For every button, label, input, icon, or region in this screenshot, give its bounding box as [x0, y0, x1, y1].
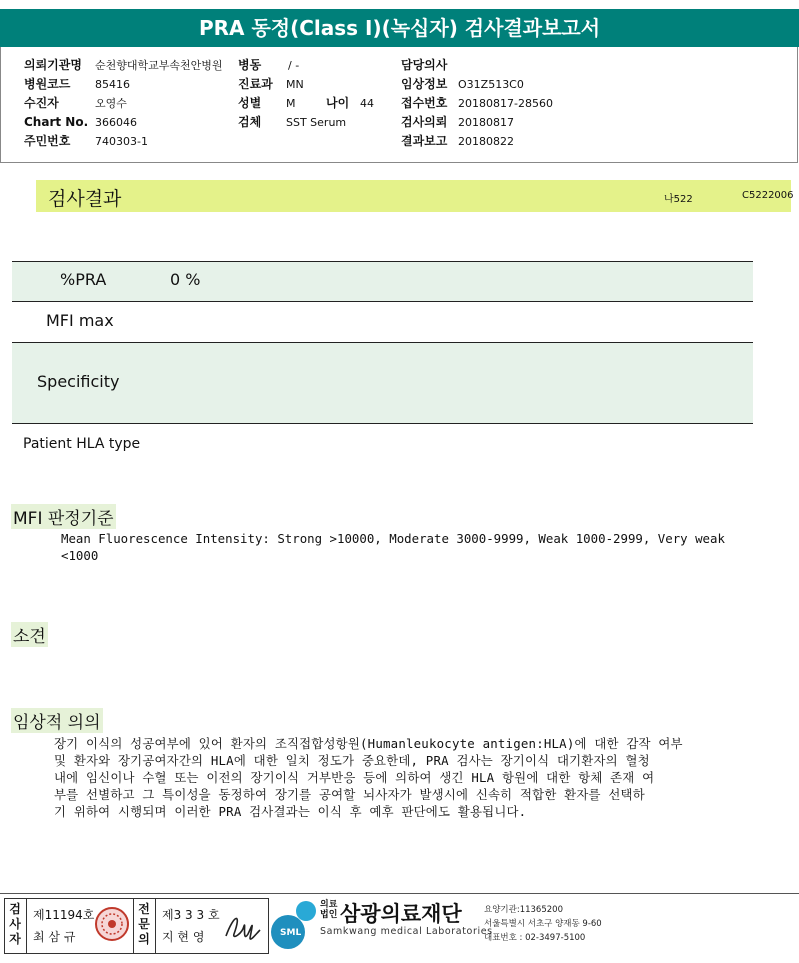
org-name: 삼광의료재단 — [340, 902, 462, 926]
org-phone: 대표번호 : 02-3497-5100 — [484, 933, 586, 943]
header-values-col1 — [95, 56, 223, 151]
receipt-value: 20180817-28560 — [458, 97, 553, 110]
pra-label: %PRA — [60, 270, 107, 289]
org-address: 서울특별시 서초구 양재동 9-60 — [484, 919, 602, 929]
header-values-col3 — [458, 56, 553, 151]
result-title: 검사결과 — [48, 188, 122, 210]
signature-icon — [220, 904, 262, 948]
sig-sep-3 — [155, 898, 156, 954]
doctor-value — [458, 56, 553, 75]
clinical-line: 내에 임신이나 수혈 또는 이전의 장기이식 거부반응 등에 의하여 생긴 HLA 항원에 대한 항체 존재 여 — [54, 770, 655, 785]
sig-sep-2 — [133, 898, 134, 954]
tester-label: 검사자 — [9, 902, 21, 946]
receipt-label: 접수번호 — [401, 96, 448, 110]
patient-label: 수진자 — [24, 96, 59, 110]
chart-label: Chart No. — [24, 115, 89, 129]
report-title: PRA 동정(Class I)(녹십자) 검사결과보고서 — [0, 9, 799, 47]
table-line-4 — [12, 423, 753, 424]
table-line-top — [12, 261, 753, 262]
tester-number: 제11194호 — [33, 908, 95, 922]
clinical-line: 및 환자와 장기공여자간의 HLA에 대한 일치 정도가 중요한데, PRA 검사는 장기이식 대기환자의 혈청 — [54, 753, 650, 768]
specimen-label: 검체 — [238, 115, 262, 129]
report-label: 결과보고 — [401, 134, 448, 148]
mfi-criteria-heading: MFI 판정기준 — [11, 504, 116, 529]
clinical-heading: 임상적 의의 — [11, 708, 103, 733]
header-labels-col1 — [24, 56, 88, 151]
patient-value: 오영수 — [95, 97, 127, 110]
header-frame-bottom — [0, 162, 798, 163]
patient-hla-label: Patient HLA type — [23, 436, 141, 452]
pra-value: 0 % — [170, 270, 201, 289]
institution-value: 순천향대학교부속천안병원 — [95, 59, 223, 72]
sex-value: M — [286, 97, 296, 110]
mfi-criteria-line-1: Mean Fluorescence Intensity: Strong >10000, Moderate 3000-9999, Weak 1000-2999, Very weak — [61, 531, 725, 546]
request-label: 검사의뢰 — [401, 115, 448, 129]
org-code: 요양기관:11365200 — [484, 905, 563, 915]
ward-label: 병동 — [238, 58, 262, 72]
id-value: 740303-1 — [95, 135, 148, 148]
clinical-line: 장기 이식의 성공여부에 있어 환자의 조직접합성항원(Humanleukocyte antigen:HLA)에 대한 감작 여부 — [54, 736, 683, 751]
specimen-value: SST Serum — [286, 116, 347, 129]
opinion-heading: 소견 — [11, 622, 48, 647]
report-value: 20180822 — [458, 135, 514, 148]
seal-stamp-icon — [94, 906, 130, 942]
institution-label: 의뢰기관명 — [24, 58, 82, 72]
clinical-info-label: 임상정보 — [401, 77, 448, 91]
confirm-name: 지 현 영 — [162, 930, 205, 944]
sml-logo-text: SML — [280, 928, 302, 938]
clinical-line: 부를 선별하고 그 특이성을 동정하여 장기를 공여할 뇌사자가 발생시에 신속히 적합한 환자를 선택하 — [54, 787, 645, 802]
age-label: 나이 — [326, 96, 350, 110]
confirm-number: 제3 3 3 호 — [162, 908, 220, 922]
result-code-1: 나522 — [664, 194, 693, 205]
sig-sep-1 — [26, 898, 27, 954]
mfi-max-label: MFI max — [46, 311, 114, 330]
clinical-text — [54, 735, 794, 820]
header-frame-right — [797, 47, 798, 163]
clinical-info-value: O31Z513C0 — [458, 78, 524, 91]
dept-label: 진료과 — [238, 77, 273, 91]
dept-value: MN — [286, 78, 304, 91]
specificity-label: Specificity — [37, 372, 120, 391]
ward-value: / - — [288, 59, 300, 72]
sex-label: 성별 — [238, 96, 262, 110]
org-contact — [484, 903, 602, 945]
confirm-label: 전문의 — [138, 902, 150, 946]
age-value: 44 — [360, 97, 374, 110]
header-frame-left — [0, 47, 1, 163]
sml-logo-icon — [270, 899, 320, 951]
request-value: 20180817 — [458, 116, 514, 129]
clinical-line: 기 위하여 시행되며 이러한 PRA 검사결과는 이식 후 예후 판단에도 활용됩니다. — [54, 804, 527, 819]
doctor-label: 담당의사 — [401, 58, 448, 72]
hospital-code-label: 병원코드 — [24, 77, 71, 91]
result-code-2: C5222006 — [742, 190, 794, 201]
specificity-row — [12, 343, 753, 423]
org-prefix-line-1: 의료 — [320, 900, 338, 910]
footer-divider — [0, 893, 799, 894]
org-prefix — [320, 900, 337, 920]
org-english-name: Samkwang medical Laboratories — [320, 926, 493, 937]
header-labels-col3 — [401, 56, 447, 151]
chart-value: 366046 — [95, 116, 137, 129]
pra-row — [12, 262, 753, 301]
org-prefix-line-2: 법인 — [320, 910, 338, 920]
table-line-2 — [12, 301, 753, 302]
id-label: 주민번호 — [24, 134, 71, 148]
mfi-criteria-line-2: <1000 — [61, 548, 99, 563]
hospital-code-value: 85416 — [95, 78, 130, 91]
tester-name: 최 삼 규 — [33, 930, 76, 944]
